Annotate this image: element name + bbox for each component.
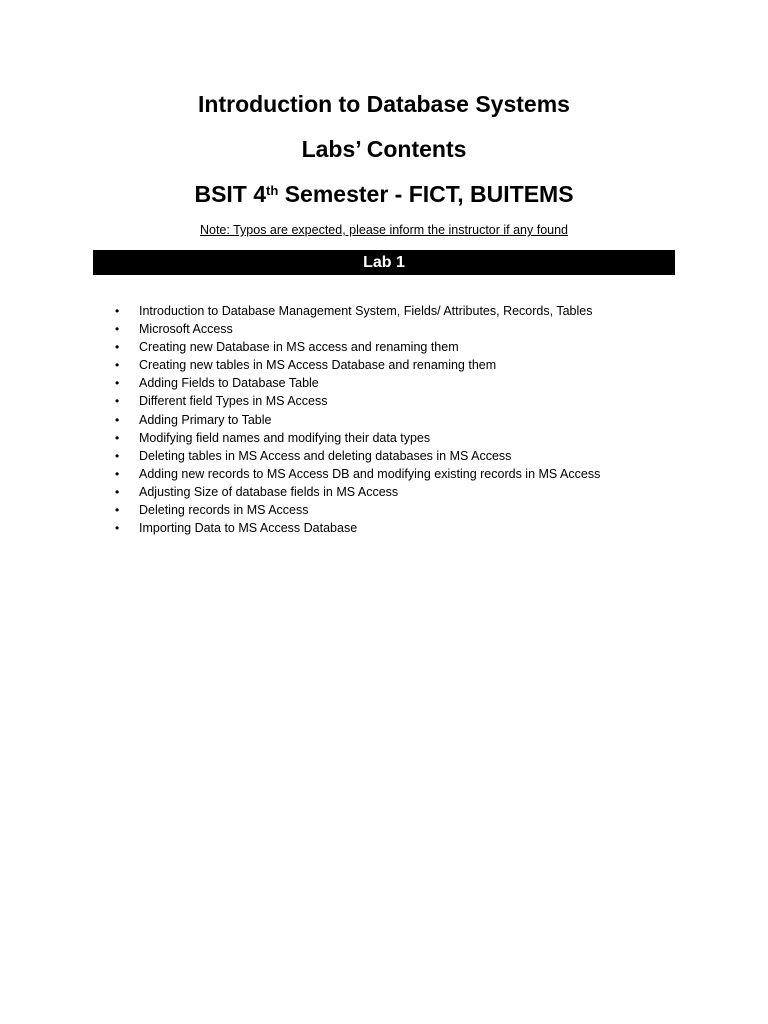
list-item-text: Adding new records to MS Access DB and modifying existing records in MS Access <box>139 466 601 481</box>
semester-title <box>0 180 768 208</box>
bullet-icon: • <box>115 503 120 518</box>
list-item <box>0 320 768 338</box>
list-item <box>0 519 768 537</box>
typo-note: Note: Typos are expected, please inform the instructor if any found <box>199 223 569 237</box>
list-item-text: Deleting tables in MS Access and deleting databases in MS Access <box>139 448 512 463</box>
list-item-text: Modifying field names and modifying their data types <box>139 430 431 445</box>
list-item <box>0 501 768 519</box>
list-item <box>0 392 768 410</box>
bullet-icon: • <box>115 412 120 427</box>
list-item <box>0 302 768 320</box>
list-item <box>0 374 768 392</box>
list-item <box>0 465 768 483</box>
semester-title-prefix: BSIT 4 <box>194 181 267 207</box>
list-item <box>0 429 768 447</box>
bullet-icon: • <box>115 521 120 536</box>
bullet-icon: • <box>115 484 120 499</box>
labs-contents-title: Labs’ Contents <box>301 136 467 162</box>
course-title: Introduction to Database Systems <box>198 91 570 117</box>
lab-heading-bar <box>93 250 675 275</box>
list-item <box>0 447 768 465</box>
list-item-text: Different field Types in MS Access <box>139 394 328 409</box>
bullet-icon: • <box>115 304 120 318</box>
list-item <box>0 338 768 356</box>
lab-heading: Lab 1 <box>363 254 405 271</box>
bullet-icon: • <box>115 394 120 409</box>
list-item-text: Adjusting Size of database fields in MS Access <box>139 484 399 499</box>
bullet-icon: • <box>115 340 120 355</box>
list-item-text: Deleting records in MS Access <box>139 503 309 518</box>
bullet-icon: • <box>115 466 120 481</box>
list-item-text: Microsoft Access <box>139 322 233 337</box>
list-item-text: Adding Fields to Database Table <box>139 376 319 391</box>
bullet-icon: • <box>115 430 120 445</box>
bullet-icon: • <box>115 322 120 337</box>
semester-ordinal-suffix: th <box>266 183 279 198</box>
bullet-icon: • <box>115 448 120 463</box>
lab-topics-list <box>0 302 768 537</box>
list-item <box>0 356 768 374</box>
semester-title-suffix: Semester - FICT, BUITEMS <box>278 181 574 207</box>
list-item-text: Introduction to Database Management System, Fields/ Attributes, Records, Tables <box>139 304 593 318</box>
bullet-icon: • <box>115 358 120 373</box>
bullet-icon: • <box>115 376 120 391</box>
list-item <box>0 483 768 501</box>
list-item-text: Adding Primary to Table <box>139 412 272 427</box>
list-item-text: Creating new Database in MS access and renaming them <box>139 340 459 355</box>
list-item-text: Creating new tables in MS Access Database and renaming them <box>139 358 497 373</box>
list-item-text: Importing Data to MS Access Database <box>139 521 358 536</box>
list-item <box>0 411 768 429</box>
